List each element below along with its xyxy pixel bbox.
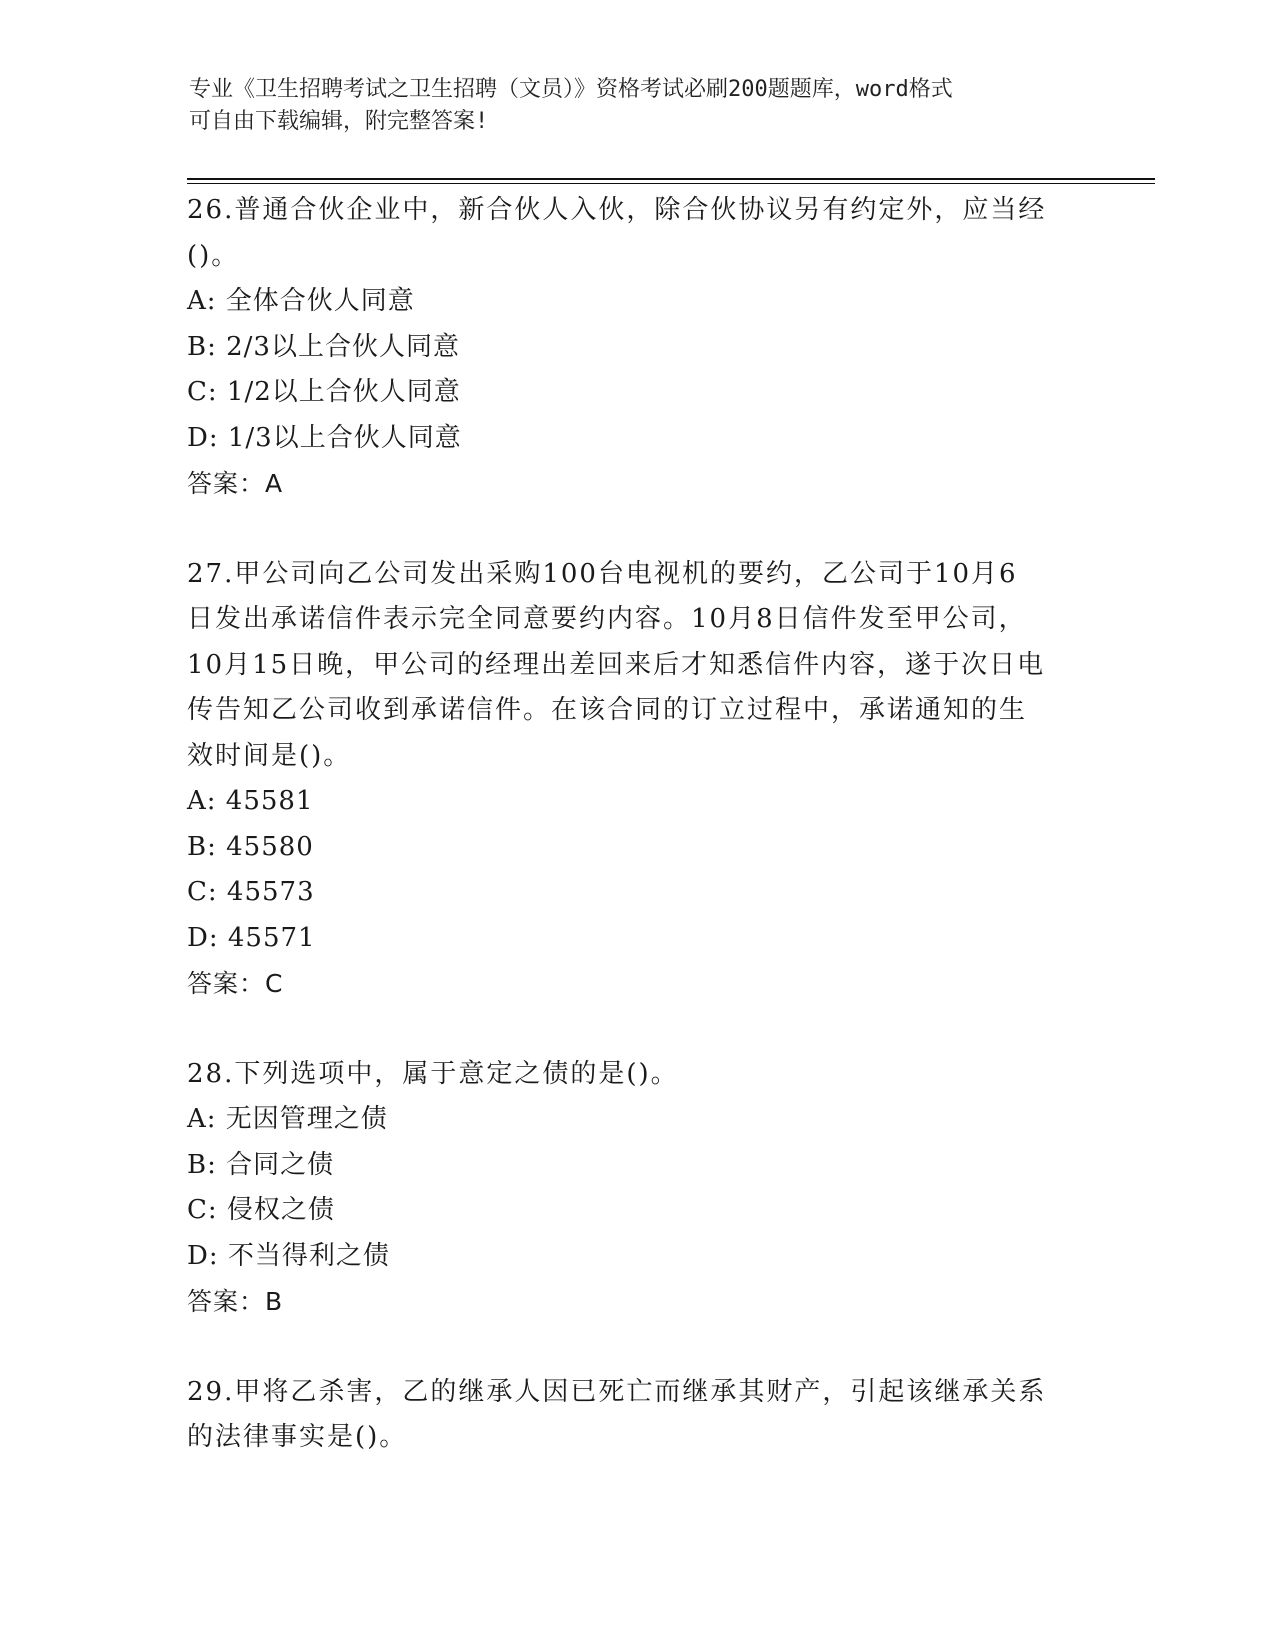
option-d: D: 不当得利之债	[187, 1240, 390, 1271]
option-b: B: 45580	[187, 831, 314, 862]
header-divider-thick	[187, 178, 1155, 180]
question-27	[187, 552, 1087, 1007]
question-text-line: 的法律事实是()。	[187, 1422, 408, 1452]
question-list	[187, 188, 1087, 1461]
option-b: B: 2/3以上合伙人同意	[187, 331, 460, 362]
option-c: C: 45573	[187, 877, 315, 907]
question-26	[187, 188, 1087, 507]
option-d: D: 45571	[187, 922, 316, 953]
option-a: A: 无因管理之债	[187, 1104, 388, 1134]
question-text-line: 27.甲公司向乙公司发出采购100台电视机的要约，乙公司于10月6	[187, 558, 1018, 589]
option-c: C: 侵权之债	[187, 1195, 335, 1225]
answer-line: 答案：C	[187, 969, 284, 998]
option-a: A: 全体合伙人同意	[187, 286, 415, 316]
option-c: C: 1/2以上合伙人同意	[187, 377, 461, 407]
header-line-2: 可自由下载编辑，附完整答案!	[189, 109, 489, 134]
question-28	[187, 1052, 1087, 1325]
question-text-line: 日发出承诺信件表示完全同意要约内容。10月8日信件发至甲公司，	[187, 604, 1027, 634]
question-text-line: 28.下列选项中，属于意定之债的是()。	[187, 1058, 679, 1089]
question-text-line: ()。	[187, 240, 240, 271]
question-text-line: 效时间是()。	[187, 740, 352, 771]
question-29	[187, 1370, 1087, 1461]
question-text-line: 10月15日晚，甲公司的经理出差回来后才知悉信件内容，遂于次日电	[187, 649, 1046, 680]
option-a: A: 45581	[187, 786, 314, 816]
header-line-1: 专业《卫生招聘考试之卫生招聘（文员）》资格考试必刷200题题库，word格式	[189, 77, 953, 102]
header-divider-thin	[187, 183, 1155, 184]
document-header	[189, 74, 1089, 138]
answer-line: 答案：A	[187, 469, 284, 498]
question-text-line: 26.普通合伙企业中，新合伙人入伙，除合伙协议另有约定外，应当经	[187, 195, 1047, 225]
question-text-line: 29.甲将乙杀害，乙的继承人因已死亡而继承其财产，引起该继承关系	[187, 1376, 1047, 1407]
option-d: D: 1/3以上合伙人同意	[187, 422, 462, 453]
answer-line: 答案：B	[187, 1287, 284, 1316]
option-b: B: 合同之债	[187, 1149, 335, 1180]
question-text-line: 传告知乙公司收到承诺信件。在该合同的订立过程中，承诺通知的生	[187, 695, 1028, 725]
